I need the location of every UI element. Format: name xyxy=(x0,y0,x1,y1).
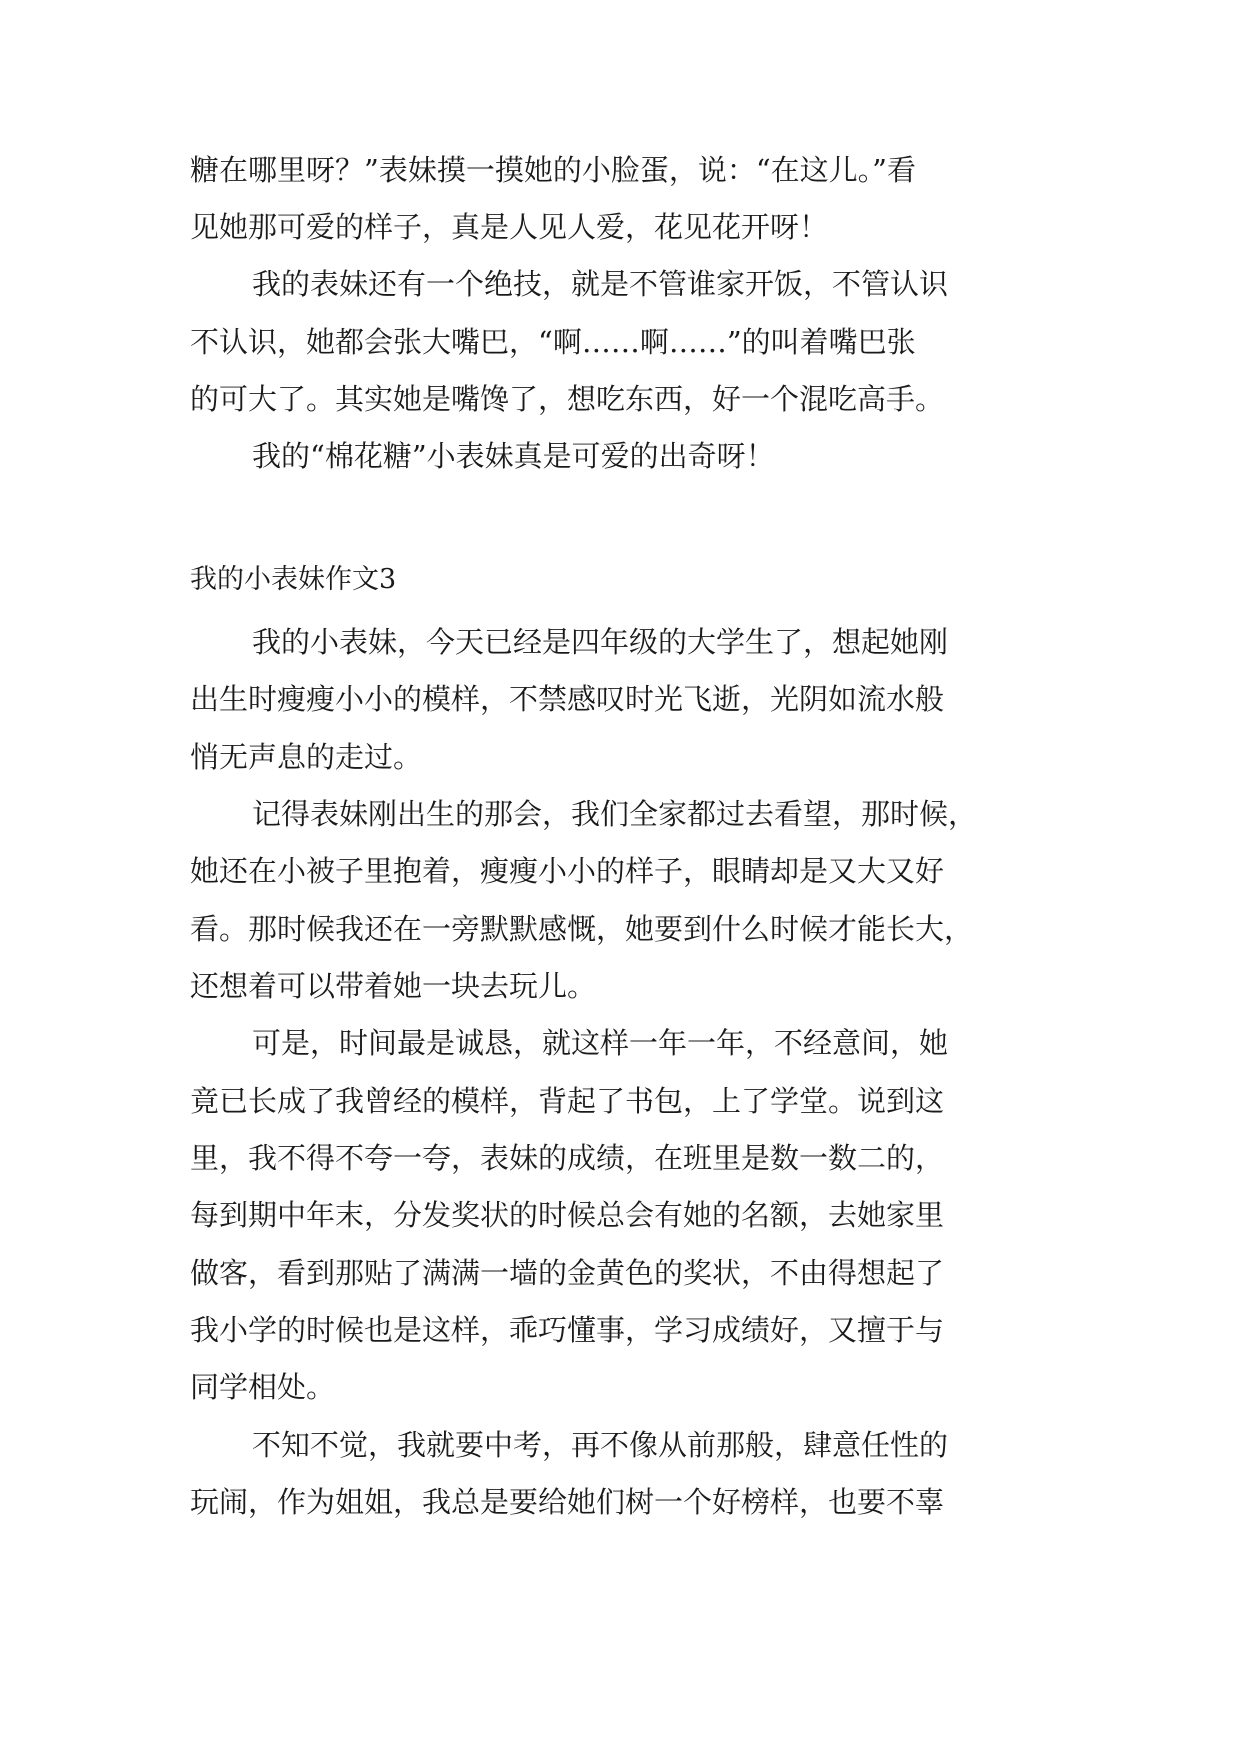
text-line: 还想着可以带着她一块去玩儿。 xyxy=(190,969,597,1003)
text-line: 我的小表妹，今天已经是四年级的大学生了，想起她刚 xyxy=(252,625,949,659)
text-line: 记得表妹刚出生的那会，我们全家都过去看望，那时候， xyxy=(252,797,978,831)
section-title: 我的小表妹作文3 xyxy=(190,564,397,595)
text-line: 每到期中年末，分发奖状的时候总会有她的名额，去她家里 xyxy=(190,1198,945,1232)
text-line: 竟已长成了我曾经的模样，背起了书包，上了学堂。说到这 xyxy=(190,1084,945,1118)
text-line: 我的表妹还有一个绝技，就是不管谁家开饭，不管认识 xyxy=(252,267,949,301)
text-line: 玩闹，作为姐姐，我总是要给她们树一个好榜样，也要不辜 xyxy=(190,1485,945,1519)
text-line: 做客，看到那贴了满满一墙的金黄色的奖状，不由得想起了 xyxy=(190,1256,945,1290)
text-line: 见她那可爱的样子，真是人见人爱，花见花开呀！ xyxy=(190,210,829,244)
text-line: 里，我不得不夸一夸，表妹的成绩，在班里是数一数二的， xyxy=(190,1141,945,1175)
text-line: 的可大了。其实她是嘴馋了，想吃东西，好一个混吃高手。 xyxy=(190,382,945,416)
text-line: 看。那时候我还在一旁默默感慨，她要到什么时候才能长大， xyxy=(190,912,974,946)
text-line: 同学相处。 xyxy=(190,1370,336,1404)
text-line: 我小学的时候也是这样，乖巧懂事，学习成绩好，又擅于与 xyxy=(190,1313,945,1347)
text-line: 我的“棉花糖”小表妹真是可爱的出奇呀！ xyxy=(252,439,775,473)
text-line: 不认识，她都会张大嘴巴，“啊……啊……”的叫着嘴巴张 xyxy=(190,325,916,359)
text-line: 糖在哪里呀？”表妹摸一摸她的小脸蛋，说：“在这儿。”看 xyxy=(190,153,916,187)
text-line: 她还在小被子里抱着，瘦瘦小小的样子，眼睛却是又大又好 xyxy=(190,854,945,888)
text-line: 不知不觉，我就要中考，再不像从前那般，肆意任性的 xyxy=(252,1428,949,1462)
text-line: 悄无声息的走过。 xyxy=(190,740,423,774)
text-line: 可是，时间最是诚恳，就这样一年一年，不经意间，她 xyxy=(252,1026,949,1060)
text-line: 出生时瘦瘦小小的模样，不禁感叹时光飞逝，光阴如流水般 xyxy=(190,682,945,716)
